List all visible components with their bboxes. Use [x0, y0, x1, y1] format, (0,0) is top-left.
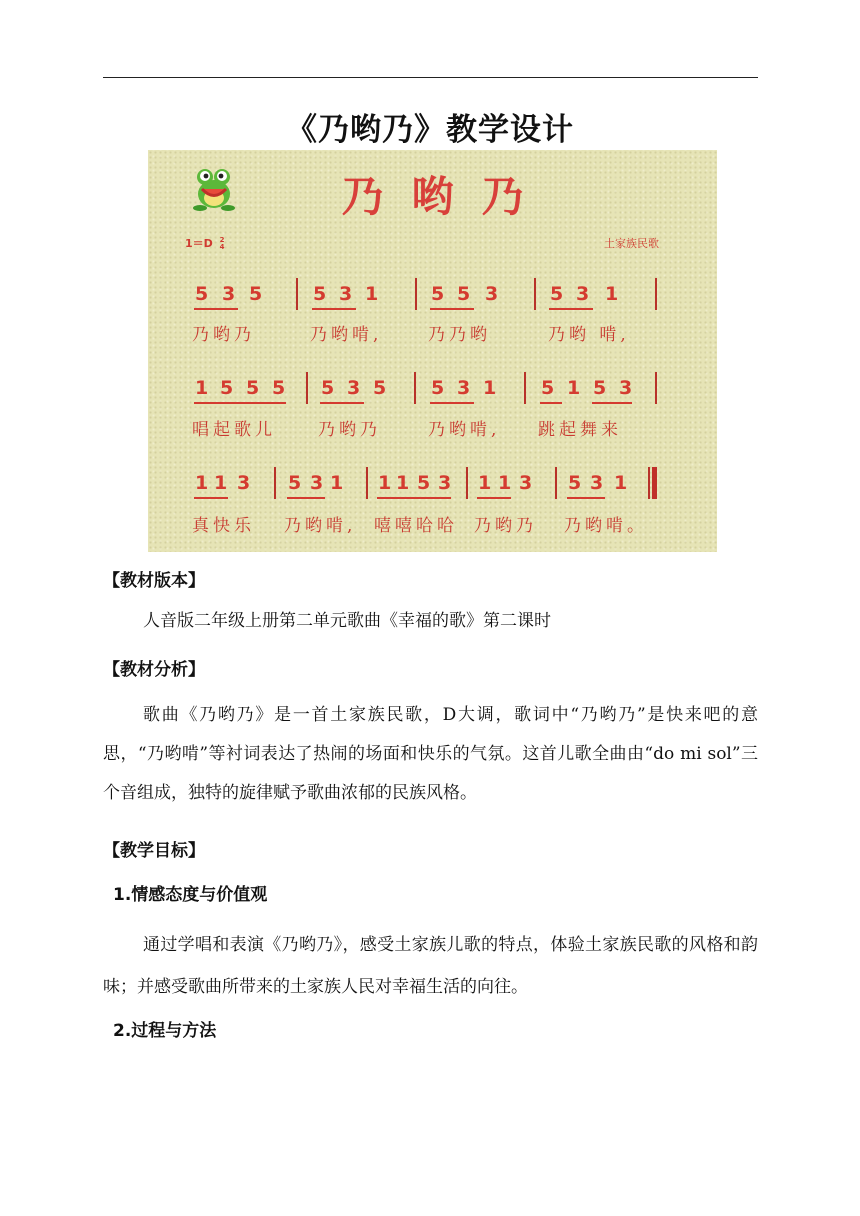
- objective-1-heading: 1.情感态度与价值观: [113, 885, 268, 905]
- lyric: 乃哟啃,: [428, 420, 501, 440]
- bar-line: [415, 278, 417, 310]
- note: 5: [321, 377, 335, 399]
- note: 5: [272, 377, 286, 399]
- note: 1: [378, 472, 392, 494]
- bar-line: [306, 372, 308, 404]
- beam: [477, 497, 511, 499]
- bar-line: [555, 467, 557, 499]
- lyric: 唱起歌儿: [192, 420, 276, 440]
- note: 5: [568, 472, 582, 494]
- note: 1: [195, 377, 209, 399]
- note: 5: [593, 377, 607, 399]
- bar-line: [274, 467, 276, 499]
- lyric: 嘻嘻哈哈: [374, 516, 458, 536]
- edition-text: 人音版二年级上册第二单元歌曲《幸福的歌》第二课时: [143, 611, 551, 631]
- bar-line: [524, 372, 526, 404]
- note: 1: [195, 472, 209, 494]
- note: 3: [237, 472, 251, 494]
- note: 3: [457, 377, 471, 399]
- beam: [592, 402, 632, 404]
- note: 5: [246, 377, 260, 399]
- lyric: 真快乐: [192, 516, 255, 536]
- section-heading-objectives: 【教学目标】: [103, 841, 205, 861]
- document-title: 《乃哟乃》教学设计: [286, 112, 574, 148]
- time-bottom: 4: [219, 243, 225, 251]
- final-bar-line: [652, 467, 657, 499]
- score-row-2: [148, 376, 717, 412]
- lyric: 乃哟啃,: [284, 516, 357, 536]
- bar-line: [366, 467, 368, 499]
- note: 3: [339, 283, 353, 305]
- note: 3: [485, 283, 499, 305]
- note: 1: [605, 283, 619, 305]
- lyric: 乃哟乃: [192, 325, 255, 345]
- song-origin: 土家族民歌: [604, 237, 659, 250]
- beam: [194, 402, 286, 404]
- score-row-3: [148, 471, 717, 507]
- beam: [320, 402, 364, 404]
- bar-line: [655, 278, 657, 310]
- analysis-text: 歌曲《乃哟乃》是一首土家族民歌，D大调，歌词中“乃哟乃”是快来吧的意思，“乃哟啃”等衬词表达了热闹的场面和快乐的气氛。这首儿歌全曲由“do mi sol”三个音组成，独特的旋律赋予歌曲浓郁的民族风格。: [103, 705, 758, 803]
- note: 1: [365, 283, 379, 305]
- key-signature: [185, 235, 225, 251]
- note: 1: [478, 472, 492, 494]
- bar-line: [414, 372, 416, 404]
- bar-line: [534, 278, 536, 310]
- note: 3: [347, 377, 361, 399]
- bar-line: [466, 467, 468, 499]
- note: 5: [431, 283, 445, 305]
- note: 5: [220, 377, 234, 399]
- section-heading-edition: 【教材版本】: [103, 571, 205, 591]
- note: 5: [288, 472, 302, 494]
- objective-1-text: 通过学唱和表演《乃哟乃》，感受土家族儿歌的特点，体验土家族民歌的风格和韵味；并感受歌曲所带来的土家族人民对幸福生活的向往。: [103, 935, 758, 997]
- section-heading-analysis: 【教材分析】: [103, 660, 205, 680]
- note: 1: [614, 472, 628, 494]
- note: 1: [483, 377, 497, 399]
- note: 3: [519, 472, 533, 494]
- key-label: 1＝D: [185, 237, 213, 250]
- lyric: 乃哟乃: [318, 420, 381, 440]
- beam: [194, 497, 228, 499]
- note: 3: [310, 472, 324, 494]
- beam: [312, 308, 356, 310]
- bar-line: [655, 372, 657, 404]
- note: 5: [249, 283, 263, 305]
- beam: [287, 497, 325, 499]
- beam: [377, 497, 451, 499]
- note: 3: [590, 472, 604, 494]
- lyric: 乃哟啃。: [564, 516, 648, 536]
- time-top: 2: [219, 236, 225, 244]
- lyric: 乃哟 啃,: [548, 325, 630, 345]
- beam: [549, 308, 593, 310]
- note: 3: [438, 472, 452, 494]
- score-image: [148, 150, 717, 552]
- note: 1: [330, 472, 344, 494]
- note: 5: [195, 283, 209, 305]
- note: 1: [396, 472, 410, 494]
- beam: [194, 308, 238, 310]
- note: 1: [567, 377, 581, 399]
- lyric: 乃乃哟: [428, 325, 491, 345]
- beam: [430, 308, 474, 310]
- lyric: 乃哟啃,: [310, 325, 383, 345]
- note: 3: [222, 283, 236, 305]
- note: 1: [498, 472, 512, 494]
- note: 5: [417, 472, 431, 494]
- header-rule: [103, 77, 758, 78]
- time-signature: [220, 237, 225, 251]
- note: 5: [313, 283, 327, 305]
- note: 5: [541, 377, 555, 399]
- score-row-1: [148, 282, 717, 318]
- beam: [430, 402, 474, 404]
- note: 5: [373, 377, 387, 399]
- note: 5: [431, 377, 445, 399]
- note: 5: [457, 283, 471, 305]
- note: 1: [214, 472, 228, 494]
- bar-line: [648, 467, 650, 499]
- song-title: 乃哟乃: [341, 172, 552, 221]
- objective-2-heading: 2.过程与方法: [113, 1021, 217, 1041]
- note: 3: [576, 283, 590, 305]
- note: 3: [619, 377, 633, 399]
- bar-line: [296, 278, 298, 310]
- lyric: 跳起舞来: [538, 420, 622, 440]
- beam: [567, 497, 605, 499]
- beam: [540, 402, 562, 404]
- lyric: 乃哟乃: [474, 516, 537, 536]
- note: 5: [550, 283, 564, 305]
